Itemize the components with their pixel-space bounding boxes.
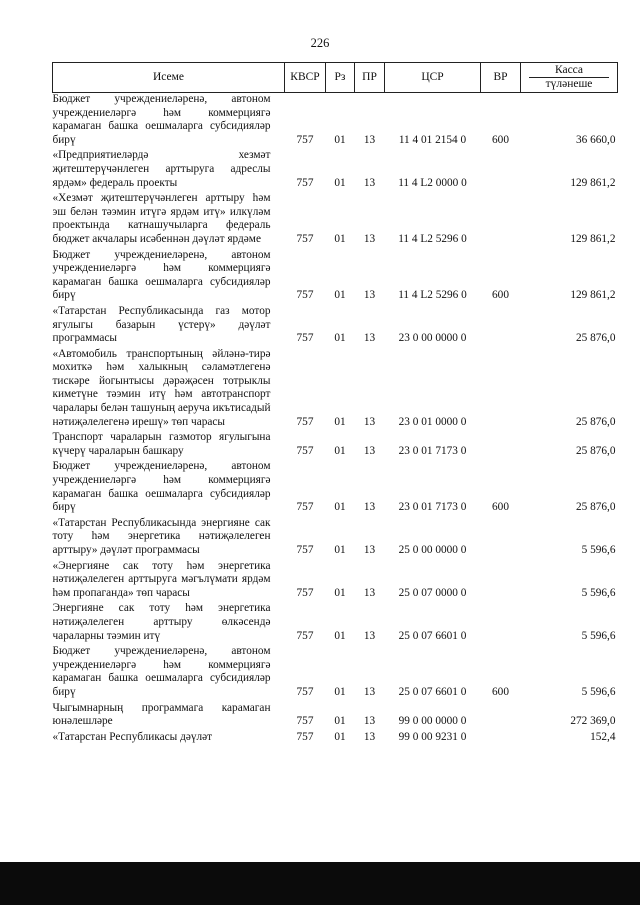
cell-csr: 23 0 01 7173 0 xyxy=(398,501,467,514)
header-rz: Рз xyxy=(326,63,355,93)
table-row xyxy=(53,192,618,248)
cell-pr: 13 xyxy=(363,444,376,457)
row-name-text: Энергияне сак тоту һәм энергетика нәтиҗәлелеген арттыру өлкәсендә чараларны тәэмин итү xyxy=(52,602,271,642)
header-kvsr: КВСР xyxy=(285,63,326,93)
cell-vr xyxy=(481,731,521,747)
cell-rz: 01 xyxy=(334,176,346,189)
row-name-text: «Хезмәт җитештерүчәнлеген арттыру һәм эш белән тәэмин итүгә ярдәм итү» илкүләм проектында катнашучыларга федераль бюджет акчалары исәбеннән дәүләт ярдәме xyxy=(52,192,271,245)
table-row xyxy=(53,517,618,560)
cell-vr xyxy=(481,602,521,645)
row-name-text: Бюджет учреждениеләренә, автоном учреждениеләргә һәм коммерциягә карамаган башка оешмаларга субсидияләр бирү xyxy=(52,460,271,514)
header-kassa-line2: түләнеше xyxy=(529,77,609,91)
cell-kvsr: 757 xyxy=(296,133,314,146)
cell-kvsr: 757 xyxy=(296,685,314,698)
cell-csr: 99 0 00 0000 0 xyxy=(398,715,467,728)
cell-csr: 25 0 07 6601 0 xyxy=(398,629,467,642)
cell-rz: 01 xyxy=(334,544,346,556)
cell-name xyxy=(53,460,285,516)
cell-csr: 11 4 L2 5296 0 xyxy=(398,289,467,302)
cell-csr: 23 0 00 0000 0 xyxy=(398,332,467,345)
cell-kvsr: 757 xyxy=(296,629,314,642)
cell-amount: 5 596,6 xyxy=(581,685,616,698)
cell-rz: 01 xyxy=(334,133,346,146)
cell-name xyxy=(53,431,285,460)
header-kassa-line1: Касса xyxy=(554,64,584,76)
cell-kvsr: 757 xyxy=(296,444,314,457)
cell-amount: 5 596,6 xyxy=(581,586,616,599)
row-name-text: «Татарстан Республикасы дәүләт xyxy=(52,730,213,743)
cell-pr: 13 xyxy=(363,176,376,189)
row-name-text: «Предприятиеләрдә хезмәт җитештерүчәнлеген арттыруга адреслы ярдәм» федераль проекты xyxy=(52,149,271,189)
cell-rz: 01 xyxy=(334,444,346,457)
header-kassa xyxy=(521,63,618,93)
row-name-text: Бюджет учреждениеләренә, автоном учреждениеләргә һәм коммерциягә карамаган башка оешмаларга субсидияләр бирү xyxy=(52,93,271,146)
cell-name xyxy=(53,149,285,192)
cell-amount: 5 596,6 xyxy=(581,629,616,642)
cell-csr: 23 0 01 7173 0 xyxy=(398,444,467,457)
cell-name xyxy=(53,602,285,645)
row-name-text: Чыгымнарның программага карамаган юнәлешләре xyxy=(52,701,271,728)
cell-csr: 25 0 07 0000 0 xyxy=(398,586,467,599)
cell-vr xyxy=(481,702,521,731)
cell-vr xyxy=(481,149,521,192)
cell-name xyxy=(53,560,285,603)
cell-amount: 272 369,0 xyxy=(570,715,616,728)
cell-pr: 13 xyxy=(363,232,376,245)
cell-name xyxy=(53,645,285,701)
header-pr: ПР xyxy=(355,63,385,93)
cell-pr: 13 xyxy=(363,685,376,698)
row-name-text: «Автомобиль транспортының әйләнә-тирә мохиткә һәм халыкның сәламәтлегенә тискәре йогынтысы дәрәҗәсен тотрыклы киметүне тәэмин итү һәм автотранспорт чаралары белән ташуның аеруча икътисадый нәтиҗәлелегенә ирешү» төп чарасы xyxy=(52,347,271,428)
cell-kvsr: 757 xyxy=(296,730,314,743)
cell-rz: 01 xyxy=(334,715,346,728)
cell-pr: 13 xyxy=(363,715,376,728)
table-body xyxy=(53,93,618,747)
cell-amount: 25 876,0 xyxy=(575,501,616,514)
row-name-text: Бюджет учреждениеләренә, автоном учреждениеләргә һәм коммерциягә карамаган башка оешмаларга субсидияләр бирү xyxy=(52,248,271,302)
row-name-text: Бюджет учреждениеләренә, автоном учреждениеләргә һәм коммерциягә карамаган башка оешмаларга субсидияләр бирү xyxy=(52,645,271,698)
cell-rz: 01 xyxy=(334,415,346,428)
cell-kvsr: 757 xyxy=(296,232,314,245)
cell-vr xyxy=(481,192,521,248)
cell-vr: 600 xyxy=(492,501,509,514)
cell-pr: 13 xyxy=(363,501,376,514)
cell-rz: 01 xyxy=(334,289,346,302)
cell-name xyxy=(53,348,285,432)
cell-csr: 11 4 L2 5296 0 xyxy=(398,232,467,245)
cell-rz: 01 xyxy=(334,685,346,698)
cell-pr: 13 xyxy=(363,544,376,556)
cell-kvsr: 757 xyxy=(296,715,314,728)
cell-pr: 13 xyxy=(363,629,376,642)
cell-name xyxy=(53,249,285,305)
table-row xyxy=(53,645,618,701)
cell-vr xyxy=(481,348,521,432)
cell-rz: 01 xyxy=(334,501,346,514)
cell-amount: 25 876,0 xyxy=(575,415,616,428)
cell-vr xyxy=(481,517,521,560)
cell-csr: 11 4 L2 0000 0 xyxy=(398,176,467,189)
cell-pr: 13 xyxy=(363,332,376,345)
cell-rz: 01 xyxy=(334,586,346,599)
cell-csr: 11 4 01 2154 0 xyxy=(398,133,467,146)
table-row xyxy=(53,305,618,348)
cell-amount: 129 861,2 xyxy=(570,176,616,189)
row-name-text: «Татарстан Республикасында газ мотор ягулыгы базарын үстерү» дәүләт программасы xyxy=(52,304,271,345)
cell-name xyxy=(53,731,285,747)
cell-csr: 25 0 00 0000 0 xyxy=(398,544,467,556)
cell-kvsr: 757 xyxy=(296,332,314,345)
header-csr: ЦСР xyxy=(385,63,481,93)
row-name-text: «Энергияне сак тоту һәм энергетика нәтиҗәлелеген арттыруга мәгълүмати ярдәм һәм пропаганда» төп чарасы xyxy=(52,559,271,599)
cell-csr: 99 0 00 9231 0 xyxy=(398,730,467,743)
table-row xyxy=(53,348,618,432)
cell-name xyxy=(53,93,285,150)
cell-kvsr: 757 xyxy=(296,586,314,599)
cell-rz: 01 xyxy=(334,232,346,245)
cell-kvsr: 757 xyxy=(296,544,314,556)
cell-amount: 25 876,0 xyxy=(575,332,616,345)
cell-kvsr: 757 xyxy=(296,501,314,514)
cell-name xyxy=(53,702,285,731)
header-vr: ВР xyxy=(481,63,521,93)
cell-csr: 23 0 01 0000 0 xyxy=(398,415,467,428)
cell-pr: 13 xyxy=(363,730,376,743)
cell-vr xyxy=(481,305,521,348)
cell-name xyxy=(53,305,285,348)
cell-vr xyxy=(481,431,521,460)
cell-pr: 13 xyxy=(363,133,376,146)
cell-rz: 01 xyxy=(334,629,346,642)
cell-vr: 600 xyxy=(492,685,509,698)
scan-bottom-edge xyxy=(0,862,640,905)
cell-pr: 13 xyxy=(363,289,376,302)
cell-amount: 36 660,0 xyxy=(575,133,616,146)
table-row xyxy=(53,431,618,460)
cell-amount: 25 876,0 xyxy=(575,444,616,457)
table-row xyxy=(53,249,618,305)
cell-kvsr: 757 xyxy=(296,176,314,189)
page-number: 226 xyxy=(310,36,330,50)
cell-vr: 600 xyxy=(492,289,509,302)
header-name: Исеме xyxy=(53,63,285,93)
cell-pr: 13 xyxy=(363,415,376,428)
cell-amount: 129 861,2 xyxy=(570,289,616,302)
table-row xyxy=(53,93,618,150)
cell-name xyxy=(53,192,285,248)
table-header-row xyxy=(53,63,618,93)
table-row xyxy=(53,602,618,645)
cell-vr: 600 xyxy=(492,133,509,146)
cell-amount: 152,4 xyxy=(590,730,616,743)
cell-kvsr: 757 xyxy=(296,415,314,428)
cell-kvsr: 757 xyxy=(296,289,314,302)
cell-amount: 5 596,6 xyxy=(581,544,616,556)
budget-table xyxy=(52,62,618,746)
table-row xyxy=(53,702,618,731)
table-row xyxy=(53,560,618,603)
cell-rz: 01 xyxy=(334,730,346,743)
cell-csr: 25 0 07 6601 0 xyxy=(398,685,467,698)
cell-pr: 13 xyxy=(363,586,376,599)
row-name-text: Транспорт чараларын газмотор ягулыгына күчерү чараларын башкару xyxy=(52,431,271,457)
table-row xyxy=(53,731,618,747)
table-row xyxy=(53,149,618,192)
cell-vr xyxy=(481,560,521,603)
cell-rz: 01 xyxy=(334,332,346,345)
table-row xyxy=(53,460,618,516)
cell-name xyxy=(53,517,285,560)
cell-amount: 129 861,2 xyxy=(570,232,616,245)
row-name-text: «Татарстан Республикасында энергияне сак тоту һәм энергетика нәтиҗәлелеген арттыру» дәүләт программасы xyxy=(52,516,271,556)
